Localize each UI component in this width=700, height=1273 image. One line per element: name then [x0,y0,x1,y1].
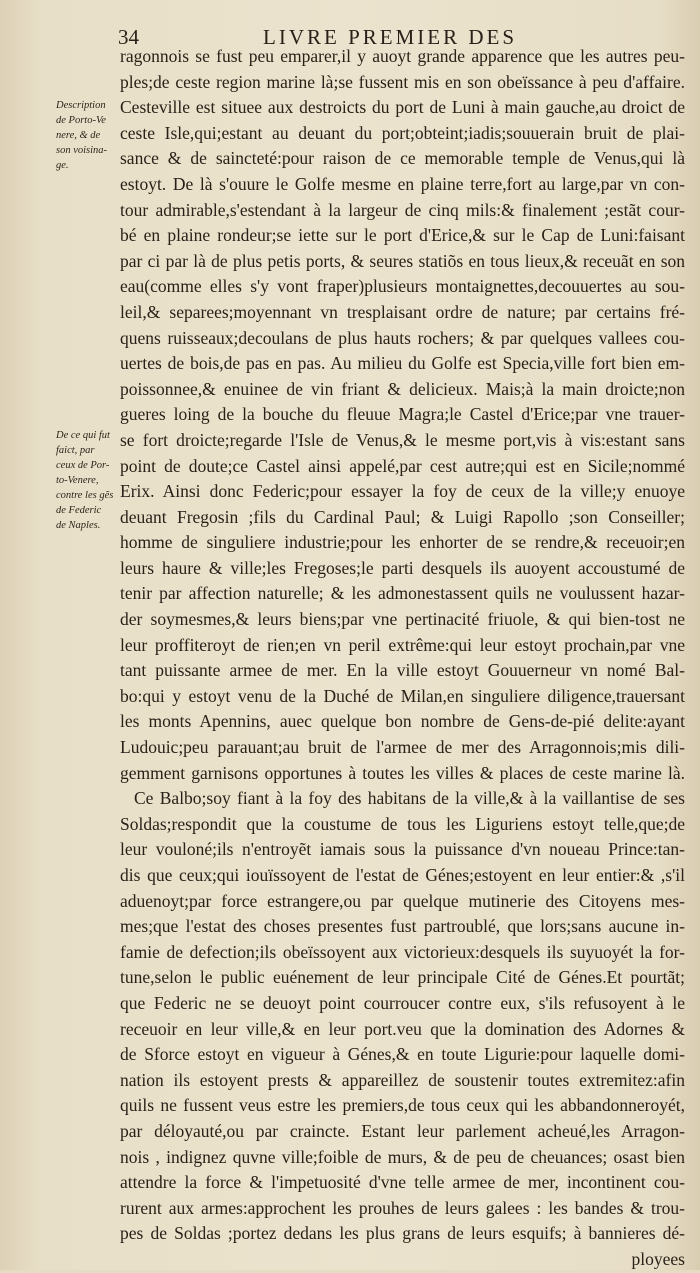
text-line: tune,selon le public euénement de leur principale Cité de Génes.Et pourtãt; [120,967,685,988]
text-line: receuoir en leur ville,& en leur port.veu que la domination des Adornes & [120,1018,685,1039]
text-line: leil,& separees;moyennant vn tresplaisant ordre de nature; par certains fré- [120,301,685,322]
text-line: se fort droicte;regarde l'Isle de Venus,& le mesme port,vis à vis:estant sans [120,429,685,450]
text-line: Erix. Ainsi donc Federic;pour essayer la foy de ceux de la ville;y enuoye [120,481,685,502]
text-line: tant puissante armee de mer. En la ville estoyt Gouuerneur vn nomé Bal- [120,660,685,681]
margin-note-line: to-Venere, [56,475,99,486]
text-line: tour admirable,s'estendant à la largeur de cinq mils:& finalement ;estãt cour- [120,199,685,220]
text-line: eau(comme elles s'y vont fraper)plusieurs montaignettes,decouuertes au sou- [120,276,685,297]
text-line: sance & de saincteté:pour raison de ce memorable temple de Venus,qui là [120,148,685,169]
text-line: ceste Isle,qui;estant au deuant du port;obteint;iadis;souuerain bruit de plai- [120,122,685,143]
text-line: der soymesmes,& leurs biens;par vne pertinacité friuole, & qui bien-tost ne [120,609,685,630]
text-line: point de doute;ce Castel ainsi appelé,par cest autre;qui est en Sicile;nommé [120,455,685,476]
margin-note-line: De ce qui fut [56,430,110,441]
margin-note-line: ceux de Por- [56,460,110,471]
margin-note-line: de Porto-Ve [56,115,106,126]
running-head: LIVRE PREMIER DES [263,25,518,49]
main-text-block [120,44,685,1273]
margin-note-line: ge. [56,160,69,171]
text-line: uertes de bois,de pas en pas. Au milieu du Golfe est Specia,ville fort bien em- [120,353,685,374]
margin-note-line: de Federic [56,505,102,516]
text-line: deuant Fregosin ;fils du Cardinal Paul; & Luigi Rapollo ;son Conseiller; [120,506,685,527]
margin-note-line: de Naples. [56,520,101,531]
text-line: gemment garnisons opportunes à toutes les villes & places de ceste marine là. [120,762,685,783]
text-line: dis que ceux;qui iouïssoyent de l'estat de Génes;estoyent en leur entier:& ,s'il [120,865,685,885]
margin-note-description [56,98,122,173]
text-line: ples;de ceste region marine là;se fussent mis en son obeïssance à peu d'affaire. [120,71,685,92]
text-line: leur vouloné;ils n'entroyẽt iamais sous la puissance d'vn noueau Prince:tan- [120,839,685,860]
text-line: par déloyauté,ou par craincte. Estant leur parlement acheué,les Arragon- [120,1120,685,1141]
text-line: homme de singuliere industrie;pour les enhorter de se rendre,& receuoir;en [120,532,685,553]
text-line: ragonnois se fust peu emparer,il y auoyt grande apparence que les autres peu- [120,46,685,66]
margin-note-line: nere, & de [56,130,101,141]
text-line: leur proffiteroyt de rien;en vn peril extrême:qui leur estoyt prochain,par vne [120,634,685,655]
text-line: leurs haure & ville;les Fregoses;le parti desquels ils auoyent accoustumé de [120,557,685,578]
text-line: bé en plaine rondeur;se iette sur le port d'Erice,& sur le Cap de Luni:faisant [120,225,685,246]
text-line: tenir par affection naturelle; & les admonestassent quils ne voulussent hazar- [120,583,685,604]
text-line: par ci par là de plus petis ports, & seures statiõs en tous lieux,& receuãt en son [120,250,685,271]
text-line: gueres loing de la bouche du fleuue Magra;le Castel d'Erice;par vne trauer- [120,404,685,425]
text-line: aduenoyt;par force estrangere,ou par quelque mutinerie des Citoyens mes- [120,890,685,911]
text-line: rurent aux armes:approchent les prouhes de leurs galees : les bandes & trou- [120,1197,685,1218]
margin-note-federic [56,428,122,533]
text-line: nois , indignez quvne ville;foible de murs, & de peu de cheuances; osast bien [120,1146,685,1167]
margin-note-line: contre les gẽs [56,490,114,501]
text-line: poissonnee,& enuinee de vin friant & delicieux. Mais;à la main droicte;non [120,378,685,399]
text-line: mes;que l'estat des choses presentes fust partroublé, que lors;sans aucune in- [120,916,685,937]
text-line: pes de Soldas ;portez dedans les plus grans de leurs esquifs; à bannieres dé- [120,1223,685,1244]
text-line: quens ruisseaux;decoulans de plus hauts rochers; & par quelques vallees cou- [120,327,685,348]
text-line: de Sforce estoyt en vigueur à Génes,& en toute Ligurie:pour laquelle domi- [120,1044,685,1065]
text-line: nation ils estoyent prests & appareillez de soustenir toutes extremitez:afin [120,1069,685,1090]
text-line: quils ne fussent veus estre les premiers,de tous ceux qui les abbandonneroyét, [120,1095,685,1116]
margin-note-line: faict, par [56,445,95,456]
margin-note-line: son voisina- [56,145,108,156]
text-line: Ce Balbo;soy fiant à la foy des habitans de la ville,& à la vaillantise de ses [134,788,685,809]
text-line: Cesteville est situee aux destroicts du port de Luni à main gauche,au droict de [120,97,685,118]
text-line: attendre la force & l'impetuosité d'vne telle armee de mer, incontinent cou- [120,1172,685,1193]
margin-note-line: Description [56,100,106,111]
page-number: 34 [118,25,139,49]
text-line: Soldas;respondit que la coustume de tous les Liguriens estoyt telle,que;de [120,813,685,834]
text-line: famie de defection;ils obeïssoyent aux victorieux:desquels ils suyuoyét la for- [120,941,685,962]
text-line: les monts Apennins, auec quelque bon nombre de Gens-de-pié delite:ayant [120,711,685,732]
text-line: bo:qui y estoyt venu de la Duché de Milan,en singuliere diligence,trauersant [120,685,685,706]
text-line: que Federic ne se deuoyt point courroucer contre eux, s'ils refusoyent à le [120,992,685,1013]
catchword: ployees [631,1248,685,1269]
text-line: estoyt. De là s'ouure le Golfe mesme en plaine terre,fort au large,par vn con- [120,173,685,194]
text-line: Ludouic;peu parauant;au bruit de l'armee de mer des Arragonnois;mis dili- [120,737,685,758]
